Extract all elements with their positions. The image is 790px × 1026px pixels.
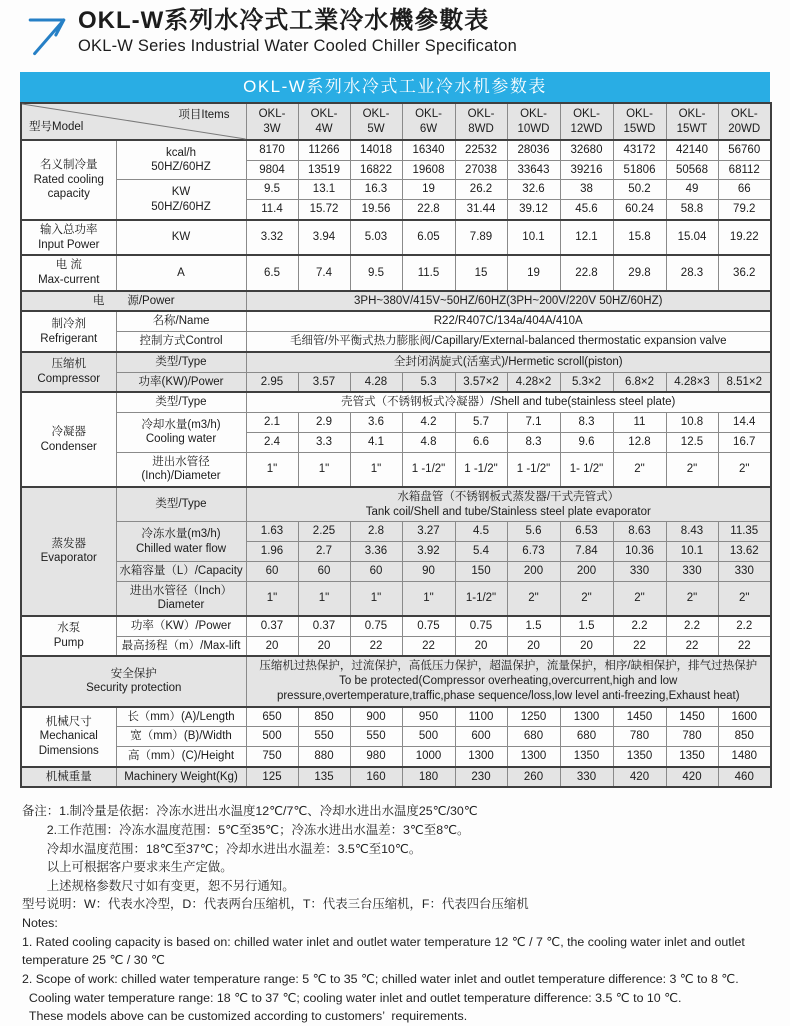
value-cell: 9.6	[560, 432, 613, 452]
spec-table-grid	[20, 102, 772, 788]
span-cell: 壳管式（不锈钢板式冷凝器）/Shell and tube(stainless steel plate)	[246, 392, 771, 412]
value-cell: 1450	[613, 707, 666, 727]
value-cell: 22	[718, 636, 771, 656]
value-cell: 780	[666, 727, 718, 747]
value-cell: 880	[298, 747, 350, 767]
value-cell: 20	[246, 636, 298, 656]
value-cell: 680	[507, 727, 560, 747]
value-cell: 180	[402, 767, 455, 788]
value-cell: 1 -1/2"	[455, 452, 507, 487]
value-cell: 4.2	[402, 413, 455, 433]
label-cell: 冷冻水量(m3/h) Chilled water flow	[116, 522, 246, 561]
value-cell: 11.35	[718, 522, 771, 542]
label-cell: 功率(KW)/Power	[116, 372, 246, 392]
value-cell: 38	[560, 180, 613, 200]
value-cell: 6.8×2	[613, 372, 666, 392]
value-cell: 16340	[402, 140, 455, 160]
group-cell: 电 源/Power	[21, 291, 246, 312]
group-cell: 压缩机 Compressor	[21, 352, 116, 392]
value-cell: 60.24	[613, 200, 666, 220]
value-cell: 330	[613, 561, 666, 581]
value-cell: 750	[246, 747, 298, 767]
value-cell: 550	[298, 727, 350, 747]
value-cell: 1"	[246, 581, 298, 616]
value-cell: 330	[666, 561, 718, 581]
value-cell: 2.8	[350, 522, 402, 542]
value-cell: 125	[246, 767, 298, 788]
value-cell: 2"	[507, 581, 560, 616]
value-cell: 780	[613, 727, 666, 747]
value-cell: 1250	[507, 707, 560, 727]
value-cell: 5.3	[402, 372, 455, 392]
value-cell: 29.8	[613, 255, 666, 290]
label-cell: 长（mm）(A)/Length	[116, 707, 246, 727]
spec-table	[20, 72, 770, 788]
group-cell: 水泵 Pump	[21, 616, 116, 656]
value-cell: 4.1	[350, 432, 402, 452]
model-header-cell: OKL- 5W	[350, 103, 402, 140]
value-cell: 58.8	[666, 200, 718, 220]
page-subtitle: OKL-W Series Industrial Water Cooled Chiller Specificaton	[78, 36, 518, 55]
value-cell: 22	[666, 636, 718, 656]
value-cell: 14018	[350, 140, 402, 160]
value-cell: 3.94	[298, 220, 350, 255]
note-line-cn: 型号说明：W：代表水冷型，D：代表两台压缩机，T：代表三台压缩机，F：代表四台压缩机	[22, 897, 529, 912]
value-cell: 135	[298, 767, 350, 788]
value-cell: 8.51×2	[718, 372, 771, 392]
value-cell: 7.84	[560, 542, 613, 562]
value-cell: 4.8	[402, 432, 455, 452]
value-cell: 22532	[455, 140, 507, 160]
value-cell: 32680	[560, 140, 613, 160]
value-cell: 850	[718, 727, 771, 747]
label-cell: 进出水管径 (Inch)/Diameter	[116, 452, 246, 487]
label-cell: 类型/Type	[116, 352, 246, 372]
value-cell: 1"	[298, 581, 350, 616]
value-cell: 10.1	[666, 542, 718, 562]
value-cell: 260	[507, 767, 560, 788]
value-cell: 330	[560, 767, 613, 788]
group-cell: 名义制冷量 Rated cooling capacity	[21, 140, 116, 220]
value-cell: 60	[298, 561, 350, 581]
value-cell: 550	[350, 727, 402, 747]
value-cell: 3.57×2	[455, 372, 507, 392]
value-cell: 1450	[666, 707, 718, 727]
value-cell: 15	[455, 255, 507, 290]
value-cell: 33643	[507, 160, 560, 180]
value-cell: 60	[246, 561, 298, 581]
value-cell: 1350	[613, 747, 666, 767]
value-cell: 15.8	[613, 220, 666, 255]
value-cell: 19	[402, 180, 455, 200]
value-cell: 0.37	[246, 616, 298, 636]
value-cell: 8.3	[507, 432, 560, 452]
value-cell: 2.9	[298, 413, 350, 433]
value-cell: 2"	[613, 581, 666, 616]
value-cell: 500	[246, 727, 298, 747]
value-cell: 3.27	[402, 522, 455, 542]
model-header-cell: OKL- 3W	[246, 103, 298, 140]
value-cell: 20	[455, 636, 507, 656]
label-cell: KW	[116, 220, 246, 255]
security-cell: 压缩机过热保护，过流保护，高低压力保护，超温保护，流量保护，相序/缺相保护，排气过热保护 To be protected(Compressor overheating,overcurrent,high and low pressure,overtemperature,traffic,phase sequence/loss,low level anti-freezing,Exhaust heat)	[246, 656, 771, 706]
value-cell: 0.75	[455, 616, 507, 636]
model-header-cell: OKL- 12WD	[560, 103, 613, 140]
value-cell: 11.5	[402, 255, 455, 290]
value-cell: 980	[350, 747, 402, 767]
model-header-cell: OKL- 4W	[298, 103, 350, 140]
span-cell: 毛细管/外平衡式热力膨胀阀/Capillary/External-balanced thermostatic expansion valve	[246, 332, 771, 352]
value-cell: 4.5	[455, 522, 507, 542]
model-header-cell: OKL- 8WD	[455, 103, 507, 140]
value-cell: 0.75	[402, 616, 455, 636]
model-header-cell: OKL- 6W	[402, 103, 455, 140]
span-cell: 水箱盘管（不锈钢板式蒸发器/干式壳管式） Tank coil/Shell and tube/Stainless steel plate evaporator	[246, 487, 771, 522]
span-cell: R22/R407C/134a/404A/410A	[246, 311, 771, 331]
value-cell: 9.5	[246, 180, 298, 200]
value-cell: 160	[350, 767, 402, 788]
value-cell: 3.3	[298, 432, 350, 452]
value-cell: 1"	[350, 452, 402, 487]
note-line-en: 2. Scope of work: chilled water temperature range: 5 ℃ to 35 ℃; chilled water inlet and outlet temperature difference: 3 ℃ to 8 ℃.	[22, 971, 739, 986]
note-line-en: Cooling water temperature range: 18 ℃ to 37 ℃; cooling water inlet and outlet temperature difference: 3.5 ℃ to 10 ℃.	[22, 990, 682, 1005]
value-cell: 2"	[718, 452, 771, 487]
value-cell: 5.6	[507, 522, 560, 542]
value-cell: 1.96	[246, 542, 298, 562]
value-cell: 14.4	[718, 413, 771, 433]
value-cell: 45.6	[560, 200, 613, 220]
value-cell: 50568	[666, 160, 718, 180]
label-cell: 水箱容量（L）/Capacity	[116, 561, 246, 581]
value-cell: 2.25	[298, 522, 350, 542]
group-cell: 制冷剂 Refrigerant	[21, 311, 116, 351]
value-cell: 2.95	[246, 372, 298, 392]
value-cell: 22.8	[560, 255, 613, 290]
label-cell: 宽（mm）(B)/Width	[116, 727, 246, 747]
value-cell: 2.7	[298, 542, 350, 562]
value-cell: 5.4	[455, 542, 507, 562]
value-cell: 43172	[613, 140, 666, 160]
label-cell: kcal/h 50HZ/60HZ	[116, 140, 246, 180]
corner-header-cell	[21, 103, 246, 140]
value-cell: 50.2	[613, 180, 666, 200]
value-cell: 11266	[298, 140, 350, 160]
value-cell: 4.28×3	[666, 372, 718, 392]
value-cell: 200	[560, 561, 613, 581]
group-cell: 蒸发器 Evaporator	[21, 487, 116, 616]
value-cell: 51806	[613, 160, 666, 180]
value-cell: 3.57	[298, 372, 350, 392]
model-header-cell: OKL- 15WD	[613, 103, 666, 140]
label-cell: 高（mm）(C)/Height	[116, 747, 246, 767]
span-cell: 3PH~380V/415V~50HZ/60HZ(3PH~200V/220V 50HZ/60HZ)	[246, 291, 771, 312]
value-cell: 2.2	[718, 616, 771, 636]
value-cell: 1100	[455, 707, 507, 727]
value-cell: 6.53	[560, 522, 613, 542]
value-cell: 19.22	[718, 220, 771, 255]
value-cell: 19	[507, 255, 560, 290]
model-header-cell: OKL- 10WD	[507, 103, 560, 140]
note-line-en: Notes:	[22, 916, 58, 931]
value-cell: 49	[666, 180, 718, 200]
value-cell: 4.28×2	[507, 372, 560, 392]
value-cell: 0.37	[298, 616, 350, 636]
spec-table-body	[21, 103, 771, 787]
note-line-cn: 以上可根据客户要求来生产定做。	[22, 860, 233, 875]
value-cell: 79.2	[718, 200, 771, 220]
value-cell: 1.5	[560, 616, 613, 636]
value-cell: 20	[298, 636, 350, 656]
value-cell: 13.62	[718, 542, 771, 562]
value-cell: 13.1	[298, 180, 350, 200]
value-cell: 2.4	[246, 432, 298, 452]
value-cell: 32.6	[507, 180, 560, 200]
value-cell: 9804	[246, 160, 298, 180]
value-cell: 66	[718, 180, 771, 200]
label-cell: Machinery Weight(Kg)	[116, 767, 246, 788]
value-cell: 12.5	[666, 432, 718, 452]
value-cell: 7.4	[298, 255, 350, 290]
value-cell: 950	[402, 707, 455, 727]
label-cell: 功率（KW）/Power	[116, 616, 246, 636]
value-cell: 1"	[350, 581, 402, 616]
value-cell: 1-1/2"	[455, 581, 507, 616]
note-line-cn: 冷却水温度范围：18℃至37℃；冷却水进出水温差：3.5℃至10℃。	[22, 841, 422, 856]
value-cell: 460	[718, 767, 771, 788]
value-cell: 2"	[666, 452, 718, 487]
value-cell: 6.73	[507, 542, 560, 562]
value-cell: 1.5	[507, 616, 560, 636]
value-cell: 6.05	[402, 220, 455, 255]
corner-model-label: 型号Model	[29, 121, 84, 134]
value-cell: 8170	[246, 140, 298, 160]
value-cell: 2"	[613, 452, 666, 487]
value-cell: 420	[613, 767, 666, 788]
value-cell: 0.75	[350, 616, 402, 636]
label-cell: 类型/Type	[116, 487, 246, 522]
value-cell: 2"	[666, 581, 718, 616]
value-cell: 3.92	[402, 542, 455, 562]
label-cell: 最高扬程（m）/Max-lift	[116, 636, 246, 656]
value-cell: 850	[298, 707, 350, 727]
value-cell: 68112	[718, 160, 771, 180]
value-cell: 22	[350, 636, 402, 656]
value-cell: 1"	[402, 581, 455, 616]
value-cell: 39.12	[507, 200, 560, 220]
value-cell: 1 -1/2"	[507, 452, 560, 487]
value-cell: 230	[455, 767, 507, 788]
value-cell: 650	[246, 707, 298, 727]
note-line-cn: 备注：1.制冷量是依据：冷冻水进出水温度12℃/7℃、冷却水进出水温度25℃/30℃	[22, 804, 478, 819]
label-cell: A	[116, 255, 246, 290]
notes-section	[22, 802, 770, 1025]
value-cell: 22	[402, 636, 455, 656]
value-cell: 5.03	[350, 220, 402, 255]
value-cell: 39216	[560, 160, 613, 180]
value-cell: 3.36	[350, 542, 402, 562]
value-cell: 3.6	[350, 413, 402, 433]
value-cell: 2"	[560, 581, 613, 616]
value-cell: 12.8	[613, 432, 666, 452]
value-cell: 19608	[402, 160, 455, 180]
label-cell: KW 50HZ/60HZ	[116, 180, 246, 220]
group-cell: 机械尺寸 Mechanical Dimensions	[21, 707, 116, 767]
value-cell: 11	[613, 413, 666, 433]
value-cell: 1- 1/2"	[560, 452, 613, 487]
value-cell: 27038	[455, 160, 507, 180]
value-cell: 8.63	[613, 522, 666, 542]
label-cell: 进出水管径（Inch） Diameter	[116, 581, 246, 616]
value-cell: 6.5	[246, 255, 298, 290]
page-title: OKL-W系列水冷式工業冷水機參數表	[78, 7, 490, 34]
value-cell: 36.2	[718, 255, 771, 290]
page-title-block	[78, 7, 517, 56]
notes-chinese	[22, 802, 770, 914]
value-cell: 26.2	[455, 180, 507, 200]
value-cell: 5.7	[455, 413, 507, 433]
note-line-en: temperature 25 ℃ / 30 ℃	[22, 953, 165, 968]
note-line-en: 1. Rated cooling capacity is based on: chilled water inlet and outlet water temperature 12 ℃ / 7 ℃, the cooling water inlet and outlet	[22, 934, 745, 949]
arrow-up-right-icon	[24, 11, 70, 59]
value-cell: 3.32	[246, 220, 298, 255]
model-header-cell: OKL- 20WD	[718, 103, 771, 140]
value-cell: 19.56	[350, 200, 402, 220]
value-cell: 13519	[298, 160, 350, 180]
value-cell: 6.6	[455, 432, 507, 452]
note-line-en: These models above can be customized according to customers’ requirements.	[22, 1009, 468, 1024]
group-cell: 电 流 Max-current	[21, 255, 116, 290]
span-cell: 全封闭涡旋式(活塞式)/Hermetic scroll(piston)	[246, 352, 771, 372]
value-cell: 1480	[718, 747, 771, 767]
value-cell: 500	[402, 727, 455, 747]
value-cell: 42140	[666, 140, 718, 160]
value-cell: 2.2	[613, 616, 666, 636]
value-cell: 1"	[298, 452, 350, 487]
value-cell: 20	[507, 636, 560, 656]
value-cell: 60	[350, 561, 402, 581]
value-cell: 56760	[718, 140, 771, 160]
corner-items-label: 项目Items	[178, 109, 230, 121]
value-cell: 680	[560, 727, 613, 747]
label-cell: 控制方式Control	[116, 332, 246, 352]
value-cell: 1300	[507, 747, 560, 767]
value-cell: 9.5	[350, 255, 402, 290]
value-cell: 10.8	[666, 413, 718, 433]
value-cell: 1"	[246, 452, 298, 487]
label-cell: 冷却水量(m3/h) Cooling water	[116, 413, 246, 452]
value-cell: 11.4	[246, 200, 298, 220]
value-cell: 7.1	[507, 413, 560, 433]
note-line-cn: 上述规格参数尺寸如有变更，恕不另行通知。	[22, 878, 295, 893]
value-cell: 7.89	[455, 220, 507, 255]
value-cell: 16.3	[350, 180, 402, 200]
group-cell: 机械重量	[21, 767, 116, 788]
value-cell: 28.3	[666, 255, 718, 290]
value-cell: 15.04	[666, 220, 718, 255]
group-cell: 输入总功率 Input Power	[21, 220, 116, 255]
value-cell: 1350	[560, 747, 613, 767]
value-cell: 22	[613, 636, 666, 656]
page-header	[0, 0, 790, 59]
value-cell: 4.28	[350, 372, 402, 392]
value-cell: 2.2	[666, 616, 718, 636]
value-cell: 330	[718, 561, 771, 581]
value-cell: 15.72	[298, 200, 350, 220]
value-cell: 20	[560, 636, 613, 656]
value-cell: 420	[666, 767, 718, 788]
notes-english	[22, 914, 770, 1026]
value-cell: 1.63	[246, 522, 298, 542]
group-cell: 冷凝器 Condenser	[21, 392, 116, 487]
value-cell: 2.1	[246, 413, 298, 433]
value-cell: 8.3	[560, 413, 613, 433]
value-cell: 90	[402, 561, 455, 581]
value-cell: 16.7	[718, 432, 771, 452]
value-cell: 31.44	[455, 200, 507, 220]
value-cell: 8.43	[666, 522, 718, 542]
label-cell: 类型/Type	[116, 392, 246, 412]
value-cell: 1300	[455, 747, 507, 767]
value-cell: 10.36	[613, 542, 666, 562]
group-cell: 安全保护 Security protection	[21, 656, 246, 706]
label-cell: 名称/Name	[116, 311, 246, 331]
table-title: OKL-W系列水冷式工业冷水机参数表	[20, 72, 770, 102]
model-header-cell: OKL- 15WT	[666, 103, 718, 140]
note-line-cn: 2.工作范围：冷冻水温度范围：5℃至35℃；冷冻水进出水温差：3℃至8℃。	[22, 823, 470, 838]
value-cell: 5.3×2	[560, 372, 613, 392]
value-cell: 28036	[507, 140, 560, 160]
value-cell: 2"	[718, 581, 771, 616]
value-cell: 200	[507, 561, 560, 581]
value-cell: 1600	[718, 707, 771, 727]
value-cell: 12.1	[560, 220, 613, 255]
value-cell: 1300	[560, 707, 613, 727]
value-cell: 22.8	[402, 200, 455, 220]
value-cell: 10.1	[507, 220, 560, 255]
value-cell: 150	[455, 561, 507, 581]
value-cell: 900	[350, 707, 402, 727]
value-cell: 1000	[402, 747, 455, 767]
value-cell: 1 -1/2"	[402, 452, 455, 487]
value-cell: 1350	[666, 747, 718, 767]
value-cell: 16822	[350, 160, 402, 180]
value-cell: 600	[455, 727, 507, 747]
